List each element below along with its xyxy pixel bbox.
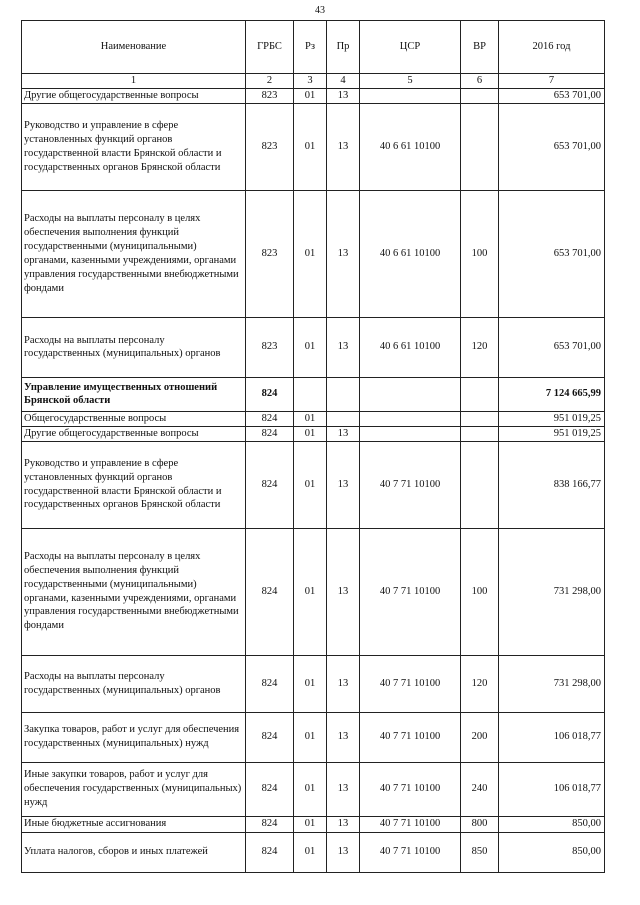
header-vr: ВР [461, 21, 499, 74]
cell-grbs: 824 [246, 377, 294, 411]
cell-name: Расходы на выплаты персоналу государственных (муниципальных) органов [22, 655, 246, 712]
cell-csr: 40 7 71 10100 [360, 832, 461, 872]
cell-rz: 01 [294, 190, 327, 317]
cell-vr: 120 [461, 655, 499, 712]
cell-rz: 01 [294, 816, 327, 832]
cell-csr: 40 7 71 10100 [360, 712, 461, 762]
cell-vr [461, 411, 499, 426]
cell-amount: 731 298,00 [499, 655, 605, 712]
table-row [22, 190, 605, 317]
cell-pr [327, 377, 360, 411]
cell-name: Расходы на выплаты персоналу в целях обеспечения выполнения функций государственными (муниципальными) органами, казенными учреждениями, органами управления государственными внебюджетными фондами [22, 190, 246, 317]
cell-amount: 106 018,77 [499, 762, 605, 816]
header-row [22, 21, 605, 74]
cell-csr: 40 6 61 10100 [360, 190, 461, 317]
cell-rz: 01 [294, 655, 327, 712]
table-row [22, 655, 605, 712]
cell-rz: 01 [294, 426, 327, 441]
cell-amount: 653 701,00 [499, 190, 605, 317]
column-number: 2 [246, 74, 294, 89]
cell-vr: 100 [461, 190, 499, 317]
header-pr: Пр [327, 21, 360, 74]
cell-amount: 653 701,00 [499, 103, 605, 190]
cell-pr: 13 [327, 426, 360, 441]
cell-amount: 850,00 [499, 816, 605, 832]
cell-rz: 01 [294, 762, 327, 816]
cell-pr: 13 [327, 89, 360, 104]
cell-name: Руководство и управление в сфере установленных функций органов государственной власти Брянской области и государственных органов Брянской области [22, 441, 246, 528]
cell-name: Расходы на выплаты персоналу государственных (муниципальных) органов [22, 317, 246, 377]
cell-csr: 40 7 71 10100 [360, 762, 461, 816]
cell-name: Иные закупки товаров, работ и услуг для обеспечения государственных (муниципальных) нужд [22, 762, 246, 816]
cell-pr: 13 [327, 103, 360, 190]
cell-csr: 40 7 71 10100 [360, 655, 461, 712]
cell-csr: 40 7 71 10100 [360, 528, 461, 655]
table-row [22, 832, 605, 872]
cell-vr [461, 89, 499, 104]
table-row [22, 411, 605, 426]
cell-name: Другие общегосударственные вопросы [22, 89, 246, 104]
cell-rz: 01 [294, 712, 327, 762]
cell-name: Расходы на выплаты персоналу в целях обеспечения выполнения функций государственными (муниципальными) органами, казенными учреждениями, органами управления государственными внебюджетными фондами [22, 528, 246, 655]
cell-vr [461, 441, 499, 528]
cell-rz: 01 [294, 441, 327, 528]
cell-name: Другие общегосударственные вопросы [22, 426, 246, 441]
column-number: 1 [22, 74, 246, 89]
header-rz: Рз [294, 21, 327, 74]
cell-pr: 13 [327, 655, 360, 712]
cell-csr [360, 411, 461, 426]
cell-amount: 838 166,77 [499, 441, 605, 528]
cell-vr [461, 103, 499, 190]
cell-name: Руководство и управление в сфере установленных функций органов государственной власти Брянской области и государственных органов Брянской области [22, 103, 246, 190]
cell-rz [294, 377, 327, 411]
cell-grbs: 823 [246, 190, 294, 317]
cell-grbs: 824 [246, 762, 294, 816]
page-number: 43 [315, 5, 325, 16]
cell-csr [360, 89, 461, 104]
cell-vr: 120 [461, 317, 499, 377]
table-row [22, 317, 605, 377]
column-number-row [22, 74, 605, 89]
cell-rz: 01 [294, 317, 327, 377]
cell-grbs: 823 [246, 89, 294, 104]
cell-vr: 850 [461, 832, 499, 872]
cell-csr: 40 6 61 10100 [360, 317, 461, 377]
table-row [22, 441, 605, 528]
cell-pr: 13 [327, 762, 360, 816]
cell-amount: 653 701,00 [499, 317, 605, 377]
cell-amount: 951 019,25 [499, 411, 605, 426]
cell-pr: 13 [327, 816, 360, 832]
cell-grbs: 824 [246, 712, 294, 762]
cell-amount: 850,00 [499, 832, 605, 872]
cell-pr: 13 [327, 441, 360, 528]
cell-rz: 01 [294, 89, 327, 104]
cell-csr: 40 7 71 10100 [360, 441, 461, 528]
cell-amount: 731 298,00 [499, 528, 605, 655]
table-row [22, 528, 605, 655]
table-row [22, 103, 605, 190]
cell-grbs: 824 [246, 441, 294, 528]
column-number: 6 [461, 74, 499, 89]
cell-rz: 01 [294, 832, 327, 872]
cell-grbs: 824 [246, 528, 294, 655]
cell-name: Управление имущественных отношений Брянской области [22, 377, 246, 411]
cell-grbs: 824 [246, 426, 294, 441]
cell-name: Общегосударственные вопросы [22, 411, 246, 426]
cell-vr: 240 [461, 762, 499, 816]
cell-vr: 800 [461, 816, 499, 832]
column-number: 4 [327, 74, 360, 89]
cell-vr [461, 426, 499, 441]
table-row [22, 377, 605, 411]
column-number: 7 [499, 74, 605, 89]
header-grbs: ГРБС [246, 21, 294, 74]
cell-name: Уплата налогов, сборов и иных платежей [22, 832, 246, 872]
cell-name: Закупка товаров, работ и услуг для обеспечения государственных (муниципальных) нужд [22, 712, 246, 762]
cell-csr: 40 7 71 10100 [360, 816, 461, 832]
cell-pr: 13 [327, 528, 360, 655]
cell-pr: 13 [327, 317, 360, 377]
cell-pr: 13 [327, 832, 360, 872]
table-row [22, 712, 605, 762]
cell-rz: 01 [294, 411, 327, 426]
header-year: 2016 год [499, 21, 605, 74]
cell-grbs: 824 [246, 832, 294, 872]
table-row [22, 762, 605, 816]
cell-csr [360, 377, 461, 411]
column-number: 3 [294, 74, 327, 89]
header-csr: ЦСР [360, 21, 461, 74]
cell-grbs: 823 [246, 317, 294, 377]
cell-vr: 200 [461, 712, 499, 762]
table-row [22, 89, 605, 104]
cell-vr [461, 377, 499, 411]
cell-amount: 7 124 665,99 [499, 377, 605, 411]
cell-amount: 951 019,25 [499, 426, 605, 441]
cell-name: Иные бюджетные ассигнования [22, 816, 246, 832]
header-name: Наименование [22, 21, 246, 74]
cell-pr: 13 [327, 190, 360, 317]
cell-vr: 100 [461, 528, 499, 655]
column-number: 5 [360, 74, 461, 89]
cell-amount: 106 018,77 [499, 712, 605, 762]
cell-csr: 40 6 61 10100 [360, 103, 461, 190]
cell-csr [360, 426, 461, 441]
table-row [22, 426, 605, 441]
cell-amount: 653 701,00 [499, 89, 605, 104]
cell-rz: 01 [294, 103, 327, 190]
cell-grbs: 824 [246, 411, 294, 426]
cell-grbs: 824 [246, 816, 294, 832]
cell-pr [327, 411, 360, 426]
cell-grbs: 823 [246, 103, 294, 190]
cell-pr: 13 [327, 712, 360, 762]
budget-table [21, 20, 605, 873]
table-row [22, 816, 605, 832]
cell-rz: 01 [294, 528, 327, 655]
cell-grbs: 824 [246, 655, 294, 712]
